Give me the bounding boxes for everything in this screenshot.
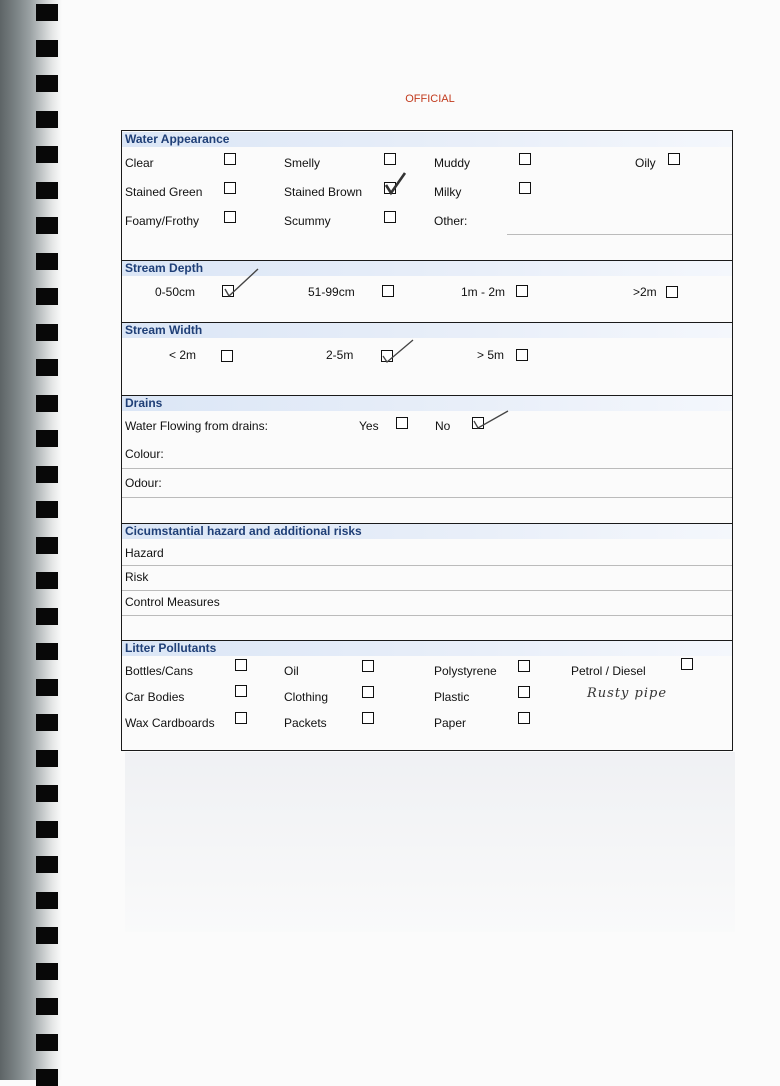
binding-ring (36, 572, 58, 589)
binding-ring (36, 714, 58, 731)
binding-ring (36, 288, 58, 305)
binding-ring (36, 217, 58, 234)
label-packets: Packets (284, 716, 327, 730)
checkbox-oily[interactable] (668, 153, 680, 165)
other-input-line[interactable] (507, 234, 732, 235)
label-drains-yes: Yes (359, 419, 379, 433)
binding-ring (36, 537, 58, 554)
checkbox-depth-1m-2m[interactable] (516, 285, 528, 297)
label-odour: Odour: (125, 476, 162, 490)
checkbox-drains-yes[interactable] (396, 417, 408, 429)
label-depth-over-2m: >2m (633, 285, 657, 299)
binding-ring (36, 430, 58, 447)
checkbox-width-over-5m[interactable] (516, 349, 528, 361)
label-wax-cardboards: Wax Cardboards (125, 716, 215, 730)
label-depth-1m-2m: 1m - 2m (461, 285, 506, 299)
checkmark-depth-0-50cm (222, 267, 262, 299)
binding-ring (36, 395, 58, 412)
label-stained-green: Stained Green (125, 185, 203, 199)
label-oil: Oil (284, 664, 299, 678)
section-title-water-appearance: Water Appearance (122, 132, 732, 147)
label-paper: Paper (434, 716, 467, 730)
handwritten-note: Rusty pipe (587, 686, 668, 701)
checkbox-depth-over-2m[interactable] (666, 286, 678, 298)
label-clothing: Clothing (284, 690, 329, 704)
odour-input-line[interactable] (122, 497, 732, 498)
survey-form (121, 130, 733, 751)
label-plastic: Plastic (434, 690, 470, 704)
label-muddy: Muddy (434, 156, 471, 170)
label-depth-51-99cm: 51-99cm (308, 285, 355, 299)
show-through-area (125, 752, 735, 932)
checkbox-oil[interactable] (362, 660, 374, 672)
colour-input-line[interactable] (122, 468, 732, 469)
label-petrol-diesel: Petrol / Diesel (571, 664, 646, 678)
binding-ring (36, 785, 58, 802)
label-polystyrene: Polystyrene (434, 664, 497, 678)
binding-ring (36, 679, 58, 696)
checkbox-stained-green[interactable] (224, 182, 236, 194)
binding-ring (36, 146, 58, 163)
binding-ring (36, 750, 58, 767)
risk-input-line[interactable] (122, 590, 732, 591)
label-water-flowing: Water Flowing from drains: (125, 419, 268, 433)
checkbox-plastic[interactable] (518, 686, 530, 698)
label-oily: Oily (635, 156, 656, 170)
binding-ring (36, 998, 58, 1015)
classification-label: OFFICIAL (405, 93, 455, 105)
binding-ring (36, 892, 58, 909)
binding-ring (36, 75, 58, 92)
label-scummy: Scummy (284, 214, 331, 228)
checkmark-stained-brown (383, 171, 409, 197)
label-width-over-5m: > 5m (477, 348, 505, 362)
control-measures-input-line[interactable] (122, 615, 732, 616)
checkbox-car-bodies[interactable] (235, 685, 247, 697)
checkbox-packets[interactable] (362, 712, 374, 724)
label-width-under-2m: < 2m (169, 348, 197, 362)
checkbox-bottles-cans[interactable] (235, 659, 247, 671)
binding-ring (36, 643, 58, 660)
checkbox-muddy[interactable] (519, 153, 531, 165)
label-stained-brown: Stained Brown (284, 185, 363, 199)
checkbox-wax-cardboards[interactable] (235, 712, 247, 724)
label-width-2-5m: 2-5m (326, 348, 354, 362)
binding-ring (36, 466, 58, 483)
section-title-litter: Litter Pollutants (122, 641, 732, 656)
binding-ring (36, 324, 58, 341)
checkbox-paper[interactable] (518, 712, 530, 724)
checkbox-width-under-2m[interactable] (221, 350, 233, 362)
binding-ring (36, 608, 58, 625)
label-car-bodies: Car Bodies (125, 690, 185, 704)
binding-ring (36, 927, 58, 944)
checkbox-clear[interactable] (224, 153, 236, 165)
checkbox-clothing[interactable] (362, 686, 374, 698)
label-bottles-cans: Bottles/Cans (125, 664, 194, 678)
label-clear: Clear (125, 156, 154, 170)
label-control-measures: Control Measures (125, 595, 220, 609)
binding-ring (36, 182, 58, 199)
binding-ring (36, 963, 58, 980)
label-colour: Colour: (125, 447, 164, 461)
label-other: Other: (434, 214, 468, 228)
checkbox-milky[interactable] (519, 182, 531, 194)
section-title-drains: Drains (122, 396, 732, 411)
checkbox-polystyrene[interactable] (518, 660, 530, 672)
checkmark-width-2-5m (381, 337, 417, 365)
label-smelly: Smelly (284, 156, 321, 170)
label-drains-no: No (435, 419, 451, 433)
binding-ring (36, 359, 58, 376)
binding-ring (36, 856, 58, 873)
binding-ring (36, 111, 58, 128)
binding-ring (36, 253, 58, 270)
binding-ring (36, 501, 58, 518)
section-title-stream-width: Stream Width (122, 323, 732, 338)
label-depth-0-50cm: 0-50cm (155, 285, 196, 299)
binding-ring (36, 1034, 58, 1051)
checkmark-drains-no (472, 407, 512, 433)
checkbox-scummy[interactable] (384, 211, 396, 223)
section-title-hazards: Cicumstantial hazard and additional risks (122, 524, 732, 539)
checkbox-depth-51-99cm[interactable] (382, 285, 394, 297)
section-title-stream-depth: Stream Depth (122, 261, 732, 276)
label-risk: Risk (125, 570, 149, 584)
binding-ring (36, 4, 58, 21)
checkbox-foamy-frothy[interactable] (224, 211, 236, 223)
binding-ring (36, 821, 58, 838)
label-hazard: Hazard (125, 546, 164, 560)
binding-ring (36, 1069, 58, 1086)
label-foamy-frothy: Foamy/Frothy (125, 214, 200, 228)
binding-ring (36, 40, 58, 57)
hazard-input-line[interactable] (122, 565, 732, 566)
checkbox-smelly[interactable] (384, 153, 396, 165)
checkbox-petrol-diesel[interactable] (681, 658, 693, 670)
label-milky: Milky (434, 185, 462, 199)
